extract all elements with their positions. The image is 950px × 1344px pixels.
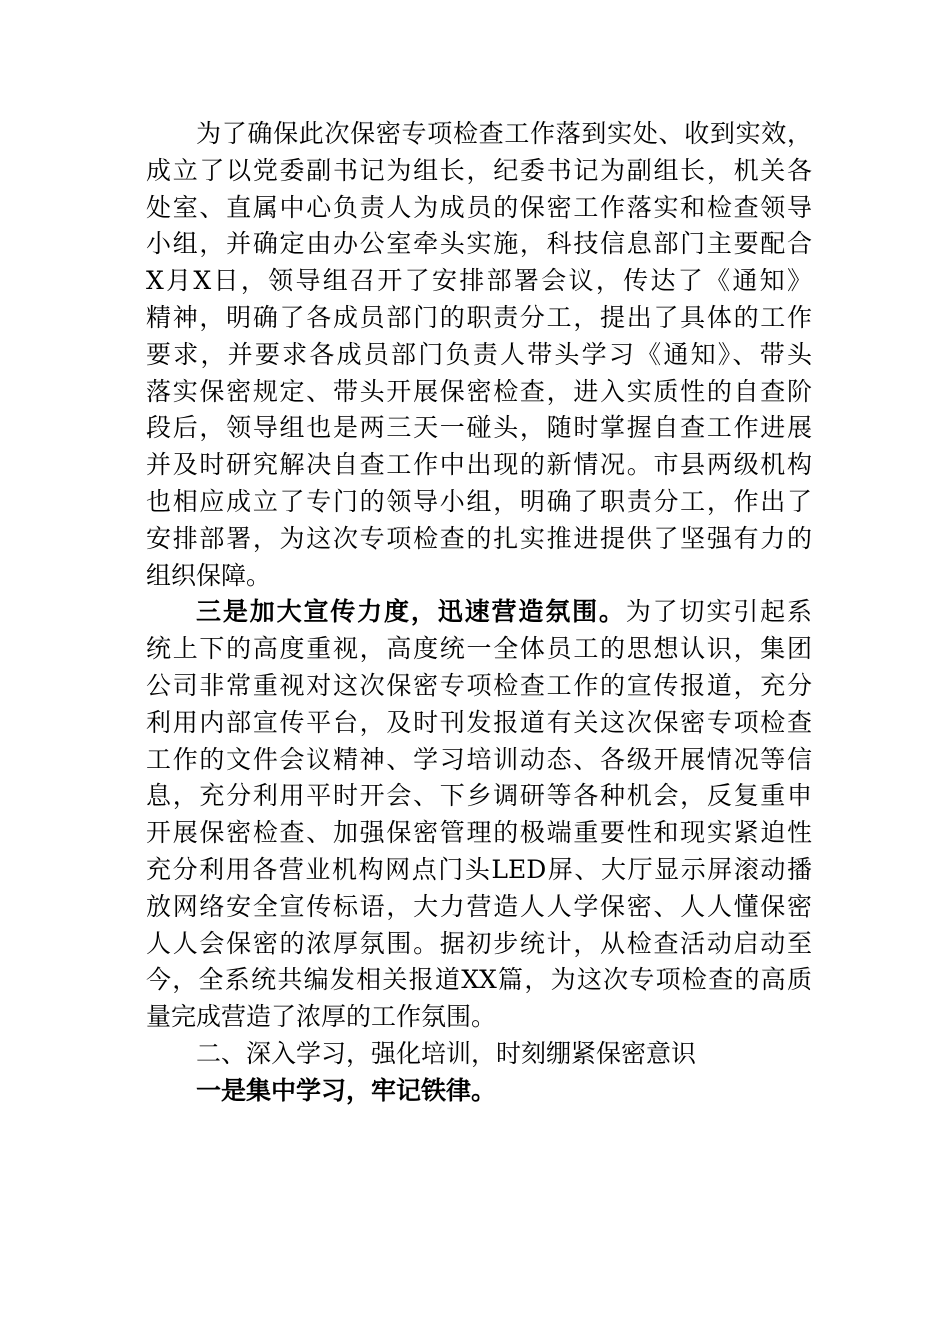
section-heading: 二、深入学习，强化培训，时刻绷紧保密意识	[196, 1038, 697, 1068]
text-line: 放网络安全宣传标语，大力营造人人学保密、人人懂保密	[146, 891, 812, 921]
text-line: 公司非常重视对这次保密专项检查工作的宣传报道，充分	[146, 670, 812, 700]
text-line: 人人会保密的浓厚氛围。据初步统计，从检查活动启动至	[146, 928, 812, 958]
text-line: 为了确保此次保密专项检查工作落到实处、收到实效，	[196, 119, 812, 148]
text-line: 并及时研究解决自查工作中出现的新情况。市县两级机构	[146, 450, 812, 480]
text-line: 充分利用各营业机构网点门头LED屏、大厅显示屏滚动播	[146, 854, 812, 884]
text-line: 小组，并确定由办公室牵头实施，科技信息部门主要配合	[146, 229, 812, 259]
text-line: 精神，明确了各成员部门的职责分工，提出了具体的工作	[146, 302, 812, 332]
text-line: 落实保密规定、带头开展保密检查，进入实质性的自查阶	[146, 376, 812, 406]
text-line: 统上下的高度重视，高度统一全体员工的思想认识，集团	[146, 634, 812, 664]
paragraph-publicity	[146, 594, 812, 1036]
text-line: 成立了以党委副书记为组长，纪委书记为副组长，机关各	[146, 155, 812, 185]
text-line: 安排部署，为这次专项检查的扎实推进提供了坚强有力的	[146, 523, 812, 553]
subheading: 一是集中学习，牢记铁律。	[196, 1075, 497, 1105]
text-line	[146, 594, 812, 631]
paragraph-lead-rest: 为了切实引起系	[625, 597, 812, 627]
text-line: X月X日，领导组召开了安排部署会议，传达了《通知》	[146, 266, 812, 296]
text-line: 工作的文件会议精神、学习培训动态、各级开展情况等信	[146, 744, 812, 774]
text-line: 处室、直属中心负责人为成员的保密工作落实和检查领导	[146, 192, 812, 222]
paragraph-lead-bold: 三是加大宣传力度，迅速营造氛围。	[196, 597, 626, 627]
text-line: 要求，并要求各成员部门负责人带头学习《通知》、带头	[146, 339, 812, 369]
text-line: 量完成营造了浓厚的工作氛围。	[146, 1002, 497, 1032]
text-line: 也相应成立了专门的领导小组，明确了职责分工，作出了	[146, 486, 812, 516]
text-line: 利用内部宣传平台，及时刊发报道有关这次保密专项检查	[146, 707, 812, 737]
text-line: 开展保密检查、加强保密管理的极端重要性和现实紧迫性	[146, 818, 812, 848]
text-line: 息，充分利用平时开会、下乡调研等各种机会，反复重申	[146, 781, 812, 811]
document-body	[146, 116, 812, 1110]
paragraph-leadership-group	[146, 116, 812, 594]
text-line: 段后，领导组也是两三天一碰头，随时掌握自查工作进展	[146, 413, 812, 443]
text-line: 组织保障。	[146, 560, 272, 590]
text-line: 今，全系统共编发相关报道XX篇，为这次专项检查的高质	[146, 965, 812, 995]
